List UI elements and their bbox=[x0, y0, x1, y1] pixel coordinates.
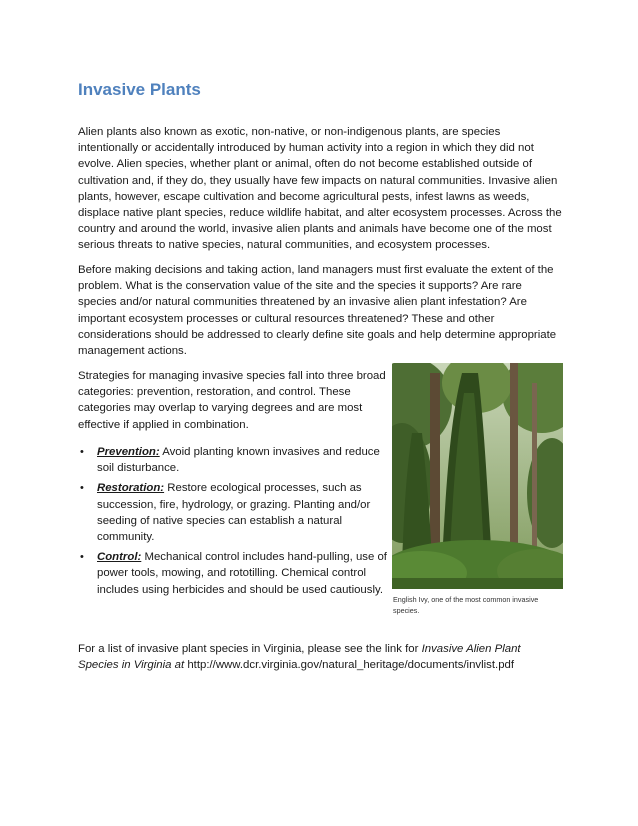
photo-caption: English Ivy, one of the most common invasive species. bbox=[393, 595, 539, 615]
strategy-term: Restoration: bbox=[97, 482, 165, 495]
list-item bbox=[78, 444, 390, 476]
footer-prefix: For a list of invasive plant species in Virginia, please see the link for bbox=[78, 643, 422, 655]
footer-url[interactable]: http://www.dcr.virginia.gov/natural_heritage/documents/invlist.pdf bbox=[184, 659, 515, 672]
strategy-list bbox=[78, 444, 390, 602]
strategy-text: Restore ecological processes, such as succession, fire, hydrology, or grazing. Planting and/or seeding of native species can establish a natural community. bbox=[97, 482, 371, 544]
footer-link-title: Invasive Alien Plant Species in Virginia at bbox=[78, 643, 521, 672]
bullet-icon: • bbox=[80, 551, 84, 564]
strategy-text: Mechanical control includes hand-pulling, use of power tools, mowing, and rototilling. Chemical control includes using herbicides and should be used cautiously. bbox=[97, 551, 387, 596]
footer-paragraph bbox=[78, 641, 562, 673]
bullet-icon: • bbox=[80, 446, 84, 458]
list-item bbox=[78, 480, 390, 545]
english-ivy-photo bbox=[392, 363, 563, 589]
evaluation-paragraph: Before making decisions and taking action, land managers must first evaluate the extent of the problem. What is the conservation value of the site and the species it supports? Are rare species and/or natural communities threatened by an invasive alien plant infestation? Are important ecosystem processes or cultural resources threatened? These and other considerations should be addressed to clearly define site goals and help determine appropriate management actions. bbox=[78, 264, 557, 358]
strategies-paragraph: Strategies for managing invasive species fall into three broad categories: prevention, restoration, and control. These categories may overlap to varying degrees and are most effective if applied in combination. bbox=[78, 370, 386, 431]
strategy-text: Avoid planting known invasives and reduce soil disturbance. bbox=[97, 446, 380, 475]
strategy-term: Control: bbox=[97, 551, 142, 564]
list-item bbox=[78, 549, 390, 598]
intro-paragraph: Alien plants also known as exotic, non-native, or non-indigenous plants, are species intentionally or accidentally introduced by human activity into a region in which they did not evolve. Alien species, whether plant or animal, often do not become established outside of cultivation and, if they do, they usually have few impacts on natural communities. Invasive alien plants, however, escape cultivation and become agricultural pests, infest lawns as weeds, displace native plant species, reduce wildlife habitat, and alter ecosystem processes. Across the country and around the world, invasive alien plants and animals have become one of the most serious threats to native species, natural communities, and ecosystem processes. bbox=[78, 126, 562, 252]
forest-illustration bbox=[392, 363, 563, 589]
bullet-icon: • bbox=[80, 482, 84, 495]
page-title: Invasive Plants bbox=[78, 80, 201, 99]
strategy-term: Prevention: bbox=[97, 446, 160, 458]
